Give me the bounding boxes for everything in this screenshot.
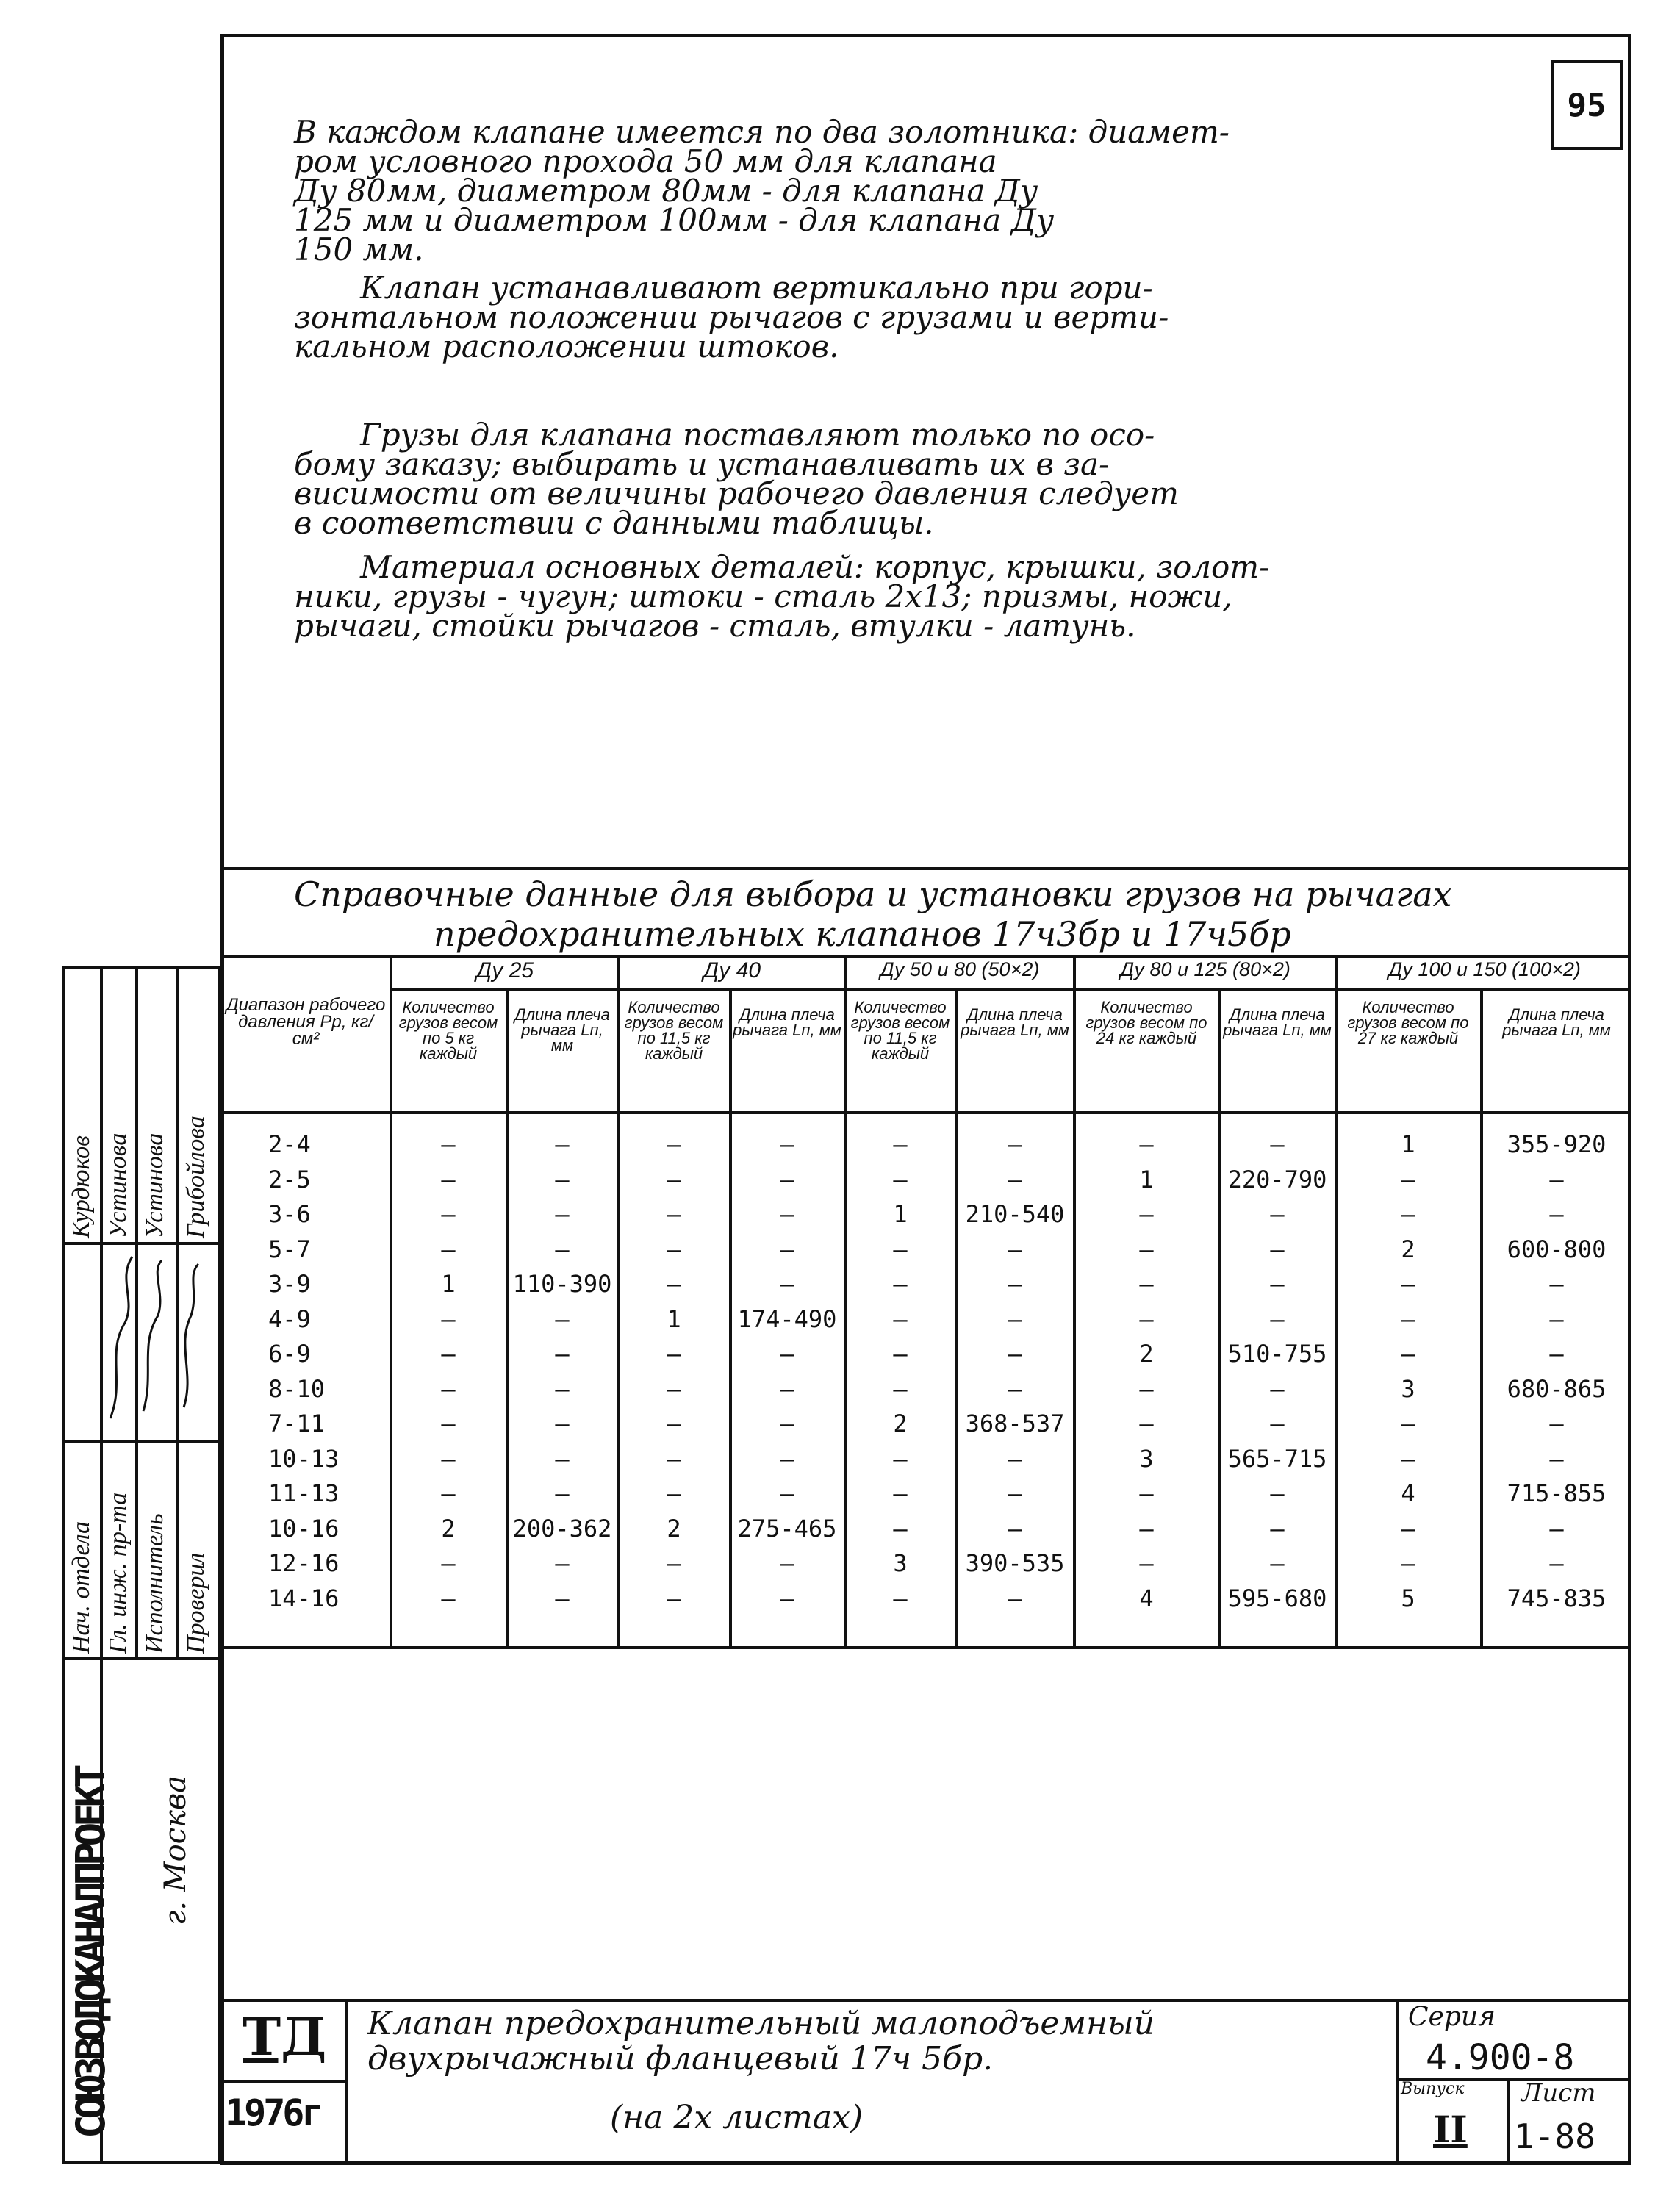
pressure-range-cell: 2-5 — [268, 1166, 311, 1193]
table-cell: 595-680 — [1227, 1584, 1327, 1612]
table-cell: 5 — [1401, 1584, 1415, 1612]
table-cell: — — [1401, 1410, 1415, 1437]
table-cell: 1 — [893, 1200, 908, 1228]
table-cell: — — [1401, 1305, 1415, 1333]
table-cell: 2 — [1401, 1235, 1415, 1263]
pressure-range-cell: 3-6 — [268, 1200, 311, 1228]
pressure-range-header: Диапазон рабочего давления Рр, кг/см² — [226, 995, 386, 1049]
table-cell: — — [1008, 1584, 1022, 1612]
table-cell: — — [667, 1584, 681, 1612]
doc-title-1: Клапан предохранительный малоподъемный — [367, 2005, 1155, 2042]
table-cell: — — [1008, 1305, 1022, 1333]
table-cell: 2 — [1139, 1340, 1154, 1368]
table-cell: — — [780, 1340, 794, 1368]
table-cell: — — [441, 1305, 456, 1333]
subheader-qty-du50: Количество грузов весом по 11,5 кг каждый — [850, 998, 950, 1063]
group-du100-150: Ду 100 и 150 (100×2) — [1388, 958, 1581, 980]
table-cell: — — [1008, 1515, 1022, 1543]
doc-title-3: (на 2х листах) — [610, 2099, 864, 2136]
table-cell: — — [555, 1549, 570, 1577]
table-cell: — — [1270, 1235, 1285, 1263]
tb-sep — [220, 2080, 345, 2083]
table-cell: 275-465 — [737, 1515, 837, 1543]
table-cell: — — [555, 1375, 570, 1403]
table-cell: — — [1008, 1375, 1022, 1403]
table-cell: — — [780, 1130, 794, 1158]
org-logo: ТД — [243, 2006, 327, 2067]
table-cell: — — [1139, 1515, 1154, 1543]
table-cell: — — [667, 1340, 681, 1368]
table-cell: 368-537 — [965, 1410, 1065, 1437]
table-cell: — — [667, 1270, 681, 1298]
series-value: 4.900-8 — [1426, 2037, 1575, 2078]
pressure-range-cell: 4-9 — [268, 1305, 311, 1333]
pressure-range-cell: 7-11 — [268, 1410, 326, 1437]
stamp-role-2: Гл. инж. пр-та — [104, 1492, 132, 1654]
table-cell: — — [667, 1445, 681, 1473]
pressure-range-cell: 11-13 — [268, 1479, 340, 1507]
table-cell: — — [555, 1200, 570, 1228]
pressure-range-cell: 5-7 — [268, 1235, 311, 1263]
table-cell: — — [893, 1270, 908, 1298]
table-cell: — — [1549, 1549, 1564, 1577]
table-cell: — — [1139, 1305, 1154, 1333]
table-cell: — — [1401, 1515, 1415, 1543]
table-cell: — — [1139, 1200, 1154, 1228]
table-cell: 200-362 — [512, 1515, 612, 1543]
paragraph-3: Грузы для клапана поставляют только по осо- бому заказу; выбирать и устанавливать их в за- висимости от величины рабочего давления следует в соответствии с данными таблицы. — [294, 417, 1179, 541]
table-cell: — — [780, 1235, 794, 1263]
table-cell: — — [780, 1200, 794, 1228]
group-du50-80: Ду 50 и 80 (50×2) — [880, 958, 1040, 980]
year: 1976г — [225, 2092, 321, 2134]
pressure-range-cell: 10-16 — [268, 1515, 340, 1543]
issue-label: Выпуск — [1401, 2080, 1465, 2098]
table-cell: — — [1549, 1200, 1564, 1228]
table-cell: — — [1139, 1270, 1154, 1298]
table-cell: — — [555, 1166, 570, 1193]
table-cell: — — [1401, 1270, 1415, 1298]
table-cell: — — [1008, 1479, 1022, 1507]
table-cell: — — [667, 1166, 681, 1193]
table-cell: — — [1270, 1549, 1285, 1577]
table-cell: 715-855 — [1507, 1479, 1607, 1507]
table-cell: — — [1008, 1166, 1022, 1193]
table-cell: — — [893, 1445, 908, 1473]
table-cell: — — [1008, 1270, 1022, 1298]
table-cell: — — [780, 1584, 794, 1612]
table-cell: 4 — [1139, 1584, 1154, 1612]
table-cell: 680-865 — [1507, 1375, 1607, 1403]
table-cell: — — [1139, 1479, 1154, 1507]
table-cell: — — [893, 1130, 908, 1158]
table-cell: — — [1139, 1235, 1154, 1263]
stamp-name-4: Грибойлова — [182, 1116, 209, 1238]
table-cell: — — [441, 1549, 456, 1577]
table-cell: — — [1270, 1305, 1285, 1333]
table-cell: 3 — [1139, 1445, 1154, 1473]
table-cell: — — [1008, 1340, 1022, 1368]
table-cell: — — [893, 1166, 908, 1193]
table-cell: — — [1549, 1270, 1564, 1298]
table-cell: 1 — [1401, 1130, 1415, 1158]
tb-sep — [1507, 2078, 1510, 2165]
table-cell: — — [780, 1166, 794, 1193]
stamp-sep — [62, 1440, 220, 1443]
table-title-1: Справочные данные для выбора и установки грузов на рычагах — [294, 875, 1452, 914]
subheader-len-du40: Длина плеча рычага Lп, мм — [733, 1005, 841, 1039]
table-cell: — — [1270, 1479, 1285, 1507]
paragraph-1: В каждом клапане имеется по два золотника: диамет- ром условного прохода 50 мм для клапана Ду 80мм, диаметром 80мм - для клапана Ду 125 мм и диаметром 100мм - для клапана Ду 150 мм. — [294, 114, 1230, 268]
table-cell: — — [780, 1445, 794, 1473]
table-cell: — — [441, 1479, 456, 1507]
table-cell: — — [1549, 1410, 1564, 1437]
table-cell: — — [667, 1130, 681, 1158]
table-cell: 510-755 — [1227, 1340, 1327, 1368]
stamp-sep — [62, 1242, 220, 1245]
subheader-len-du80: Длина плеча рычага Lп, мм — [1223, 1005, 1332, 1039]
table-cell: 565-715 — [1227, 1445, 1327, 1473]
paragraph-4: Материал основных деталей: корпус, крышки, золот- ники, грузы - чугун; штоки - сталь 2х13; призмы, ножи, рычаги, стойки рычагов - сталь, втулки - латунь. — [294, 549, 1270, 644]
table-cell: — — [667, 1479, 681, 1507]
table-cell: — — [1549, 1166, 1564, 1193]
header-bottom-line — [220, 1111, 1631, 1114]
table-cell: — — [1401, 1340, 1415, 1368]
table-cell: — — [1270, 1270, 1285, 1298]
pressure-range-cell: 8-10 — [268, 1375, 326, 1403]
table-cell: — — [1549, 1445, 1564, 1473]
table-cell: — — [893, 1479, 908, 1507]
table-cell: 220-790 — [1227, 1166, 1327, 1193]
col-sep — [1073, 955, 1076, 1646]
table-cell: — — [441, 1410, 456, 1437]
table-cell: — — [893, 1584, 908, 1612]
table-cell: — — [555, 1130, 570, 1158]
table-cell: — — [441, 1584, 456, 1612]
pressure-range-cell: 10-13 — [268, 1445, 340, 1473]
subheader-len-du50: Длина плеча рычага Lп, мм — [961, 1005, 1069, 1039]
stamp-role-4: Проверил — [182, 1552, 209, 1654]
pressure-range-cell: 3-9 — [268, 1270, 311, 1298]
table-cell: — — [780, 1479, 794, 1507]
table-cell: 3 — [893, 1549, 908, 1577]
table-cell: — — [441, 1375, 456, 1403]
subheader-qty-du80: Количество грузов весом по 24 кг каждый — [1085, 998, 1207, 1047]
table-cell: — — [555, 1479, 570, 1507]
subheader-len-du100: Длина плеча рычага Lп, мм — [1502, 1005, 1611, 1039]
table-cell: — — [893, 1515, 908, 1543]
table-cell: — — [1008, 1445, 1022, 1473]
table-cell: — — [780, 1410, 794, 1437]
table-cell: — — [1270, 1375, 1285, 1403]
page-number: 95 — [1551, 60, 1623, 150]
pressure-range-cell: 2-4 — [268, 1130, 311, 1158]
table-cell: — — [1549, 1340, 1564, 1368]
stamp-role-1: Нач. отдела — [68, 1521, 95, 1654]
table-cell: — — [1549, 1305, 1564, 1333]
table-cell: 2 — [893, 1410, 908, 1437]
pressure-range-cell: 6-9 — [268, 1340, 311, 1368]
table-cell: — — [441, 1340, 456, 1368]
table-cell: — — [441, 1200, 456, 1228]
table-cell: — — [1270, 1410, 1285, 1437]
group-du80-125: Ду 80 и 125 (80×2) — [1120, 958, 1290, 980]
table-cell: — — [441, 1235, 456, 1263]
table-cell: — — [555, 1305, 570, 1333]
table-cell: 2 — [667, 1515, 681, 1543]
table-cell: 1 — [441, 1270, 456, 1298]
table-cell: — — [893, 1305, 908, 1333]
stamp-name-3: Устинова — [141, 1132, 168, 1238]
table-cell: 745-835 — [1507, 1584, 1607, 1612]
subheader-qty-du40: Количество грузов весом по 11,5 кг каждый — [624, 998, 724, 1063]
table-cell: 3 — [1401, 1375, 1415, 1403]
sheet-value: 1-88 — [1514, 2117, 1595, 2156]
table-cell: 355-920 — [1507, 1130, 1607, 1158]
org-city: г. Москва — [159, 1775, 193, 1925]
table-cell: — — [893, 1340, 908, 1368]
stamp-role-3: Исполнитель — [141, 1513, 168, 1654]
table-title-2: предохранительных клапанов 17ч3бр и 17ч5бр — [434, 914, 1291, 954]
table-cell: — — [1401, 1549, 1415, 1577]
table-cell: — — [1401, 1166, 1415, 1193]
table-cell: — — [667, 1375, 681, 1403]
series-label: Серия — [1408, 2002, 1496, 2032]
sheet-label: Лист — [1521, 2078, 1596, 2108]
table-cell: — — [667, 1235, 681, 1263]
table-cell: — — [667, 1200, 681, 1228]
org-name: СОЮЗВОДОКАНАЛПРОЕКТ — [68, 1768, 114, 2139]
table-cell: — — [1139, 1130, 1154, 1158]
table-cell: 4 — [1401, 1479, 1415, 1507]
table-cell: — — [1139, 1410, 1154, 1437]
pressure-range-cell: 14-16 — [268, 1584, 340, 1612]
stamp-name-1: Курдюков — [68, 1135, 95, 1238]
table-cell: — — [780, 1270, 794, 1298]
table-cell: — — [1401, 1200, 1415, 1228]
col-sep — [1335, 955, 1338, 1646]
table-cell: — — [555, 1445, 570, 1473]
table-cell: — — [1270, 1515, 1285, 1543]
signatures — [103, 1249, 218, 1433]
table-cell: — — [893, 1375, 908, 1403]
paragraph-2: Клапан устанавливают вертикально при гори- зонтальном положении рычагов с грузами и верти- кальном расположении штоков. — [294, 270, 1169, 365]
group-header-line — [390, 988, 1631, 991]
table-cell: — — [555, 1410, 570, 1437]
table-cell: — — [667, 1410, 681, 1437]
table-cell: — — [555, 1584, 570, 1612]
table-cell: — — [1008, 1235, 1022, 1263]
table-cell: 600-800 — [1507, 1235, 1607, 1263]
issue-value: II — [1433, 2108, 1468, 2151]
table-cell: — — [1549, 1515, 1564, 1543]
table-cell: — — [441, 1445, 456, 1473]
subheader-len-du25: Длина плеча рычага Lп, мм — [514, 1005, 610, 1055]
group-du25: Ду 25 — [475, 958, 534, 983]
stamp-name-2: Устинова — [104, 1132, 132, 1238]
table-cell: 174-490 — [737, 1305, 837, 1333]
group-du40: Ду 40 — [703, 958, 761, 983]
table-cell: — — [780, 1549, 794, 1577]
pressure-range-cell: 12-16 — [268, 1549, 340, 1577]
stamp-sep — [62, 1657, 220, 1660]
table-cell: — — [667, 1549, 681, 1577]
table-cell: — — [441, 1166, 456, 1193]
table-cell: — — [555, 1340, 570, 1368]
table-cell: — — [893, 1235, 908, 1263]
tb-sep — [345, 1999, 348, 2165]
table-cell: 2 — [441, 1515, 456, 1543]
table-cell: — — [441, 1130, 456, 1158]
subheader-qty-du25: Количество грузов весом по 5 кг каждый — [398, 998, 498, 1063]
table-cell: — — [1270, 1200, 1285, 1228]
table-cell: 1 — [1139, 1166, 1154, 1193]
table-cell: — — [1008, 1130, 1022, 1158]
table-cell: 210-540 — [965, 1200, 1065, 1228]
table-cell: — — [1401, 1445, 1415, 1473]
tb-sep — [1396, 1999, 1399, 2165]
doc-title-2: двухрычажный фланцевый 17ч 5бр. — [367, 2040, 994, 2078]
table-cell: 110-390 — [512, 1270, 612, 1298]
table-bottom-line — [220, 1646, 1631, 1649]
table-cell: 390-535 — [965, 1549, 1065, 1577]
table-cell: — — [1139, 1549, 1154, 1577]
table-cell: — — [1270, 1130, 1285, 1158]
table-cell: 1 — [667, 1305, 681, 1333]
table-cell: — — [1139, 1375, 1154, 1403]
table-top-line — [220, 867, 1631, 870]
table-cell: — — [780, 1375, 794, 1403]
table-cell: — — [555, 1235, 570, 1263]
subheader-qty-du100: Количество грузов весом по 27 кг каждый — [1347, 998, 1469, 1047]
